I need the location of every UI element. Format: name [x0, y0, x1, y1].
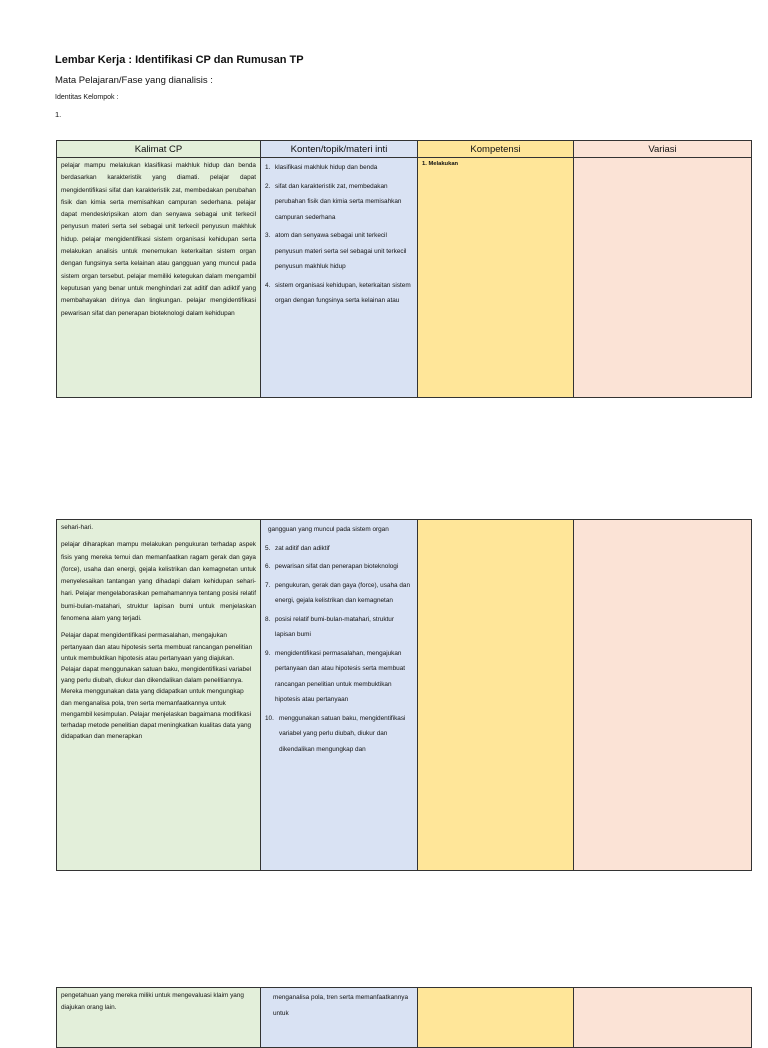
topic-item: 9. mengidentifikasi permasalahan, mengajukan pertanyaan dan atau hipotesis serta membuat rancangan penelitian untuk membuktikan hipotesis atau pertanyaan — [265, 649, 406, 703]
list-start: 1. — [55, 110, 62, 119]
topic-item: 10. menggunakan satuan baku, mengidentifikasi variabel yang perlu diubah, diukur dan dikendalikan mengungkap dan — [265, 714, 406, 753]
cp-table-page2 — [56, 519, 752, 871]
topic-item: 1. klasifikasi makhluk hidup dan benda — [265, 164, 378, 171]
header-konten: Konten/topik/materi inti — [261, 141, 418, 158]
topic-item: 5. zat aditif dan adiktif — [265, 544, 330, 552]
cp-text-cell: pengetahuan yang mereka miliki untuk mengevaluasi klaim yang diajukan orang lain. — [57, 988, 261, 1048]
cp-paragraph: pelajar diharapkan mampu melakukan pengukuran terhadap aspek fisis yang mereka temui dan memanfaatkan ragam gerak dan gaya (force), usaha dan energi, gejala kelistrikan dan kemagnetan untuk menyelesaikan tantangan yang dihadapi dalam kehidupan sehari-hari. Pelajar mengelaborasikan pemahamannya tentang posisi relatif bumi-bulan-matahari, struktur lapisan bumi untuk menjelaskan fenomena alam yang terjadi. — [61, 541, 256, 623]
header-variasi: Variasi — [574, 141, 752, 158]
cp-paragraph: sehari-hari. — [61, 524, 93, 531]
header-kalimat-cp: Kalimat CP — [57, 141, 261, 158]
variasi-cell — [574, 158, 752, 398]
topic-item: 6. pewarisan sifat dan penerapan bioteknologi — [265, 563, 399, 570]
cp-text-cell — [57, 520, 261, 871]
topic-item: 2. sifat dan karakteristik zat, membedakan perubahan fisik dan kimia serta memisahkan campuran sederhana — [265, 182, 402, 221]
group-label: Identitas Kelompok : — [55, 94, 119, 101]
topic-item: 4. sistem organisasi kehidupan, keterkaitan sistem organ dengan fungsinya serta kelainan atau — [265, 281, 411, 304]
subject-label: Mata Pelajaran/Fase yang dianalisis : — [55, 75, 213, 86]
kompetensi-cell — [418, 520, 574, 871]
cp-table-page3 — [56, 987, 752, 1048]
kompetensi-cell: 1. Melakukan — [418, 158, 574, 398]
kompetensi-cell — [418, 988, 574, 1048]
topic-cell — [261, 520, 418, 871]
topic-item: 3. atom dan senyawa sebagai unit terkecil penyusun materi serta sel sebagai unit terkecil penyusun makhluk hidup — [265, 232, 407, 270]
topic-item: menganalisa pola, tren serta memanfaatkannya untuk — [273, 994, 408, 1017]
variasi-cell — [574, 988, 752, 1048]
cp-table-page1 — [56, 140, 752, 398]
topic-item: gangguan yang muncul pada sistem organ — [268, 526, 389, 533]
cp-text-cell: pelajar mampu melakukan klasifikasi makhluk hidup dan benda berdasarkan karakteristik yang diamati. pelajar dapat mengidentifikasi sifat dan karakteristik zat, membedakan perubahan fisik dan kimia serta memisahkan campuran sederhana. pelajar dapat mendeskripsikan atom dan senyawa sebagai unit terkecil penyusun materi serta sel sebagai unit terkecil penyusun makhluk hidup. pelajar mengidentifikasi sistem organisasi kehidupan serta melakukan analisis untuk menemukan keterkaitan sistem organ dengan fungsinya serta kelainan atau gangguan yang muncul pada sistem organ tersebut. pelajar memiliki ketegukan dalam mengambil keputusan yang benar untuk menghindari zat aditif dan adiktif yang membahayakan dirinya dan lingkungan. pelajar mengidentifikasi pewarisan sifat dan penerapan bioteknologi dalam kehidupan — [57, 158, 261, 398]
worksheet-title: Lembar Kerja : Identifikasi CP dan Rumusan TP — [55, 54, 304, 66]
topic-item: 7. pengukuran, gerak dan gaya (force), usaha dan energi, gejala kelistrikan dan kemagnetan — [265, 581, 411, 604]
topic-cell — [261, 988, 418, 1048]
cp-paragraph: Pelajar dapat mengidentifikasi permasalahan, mengajukan pertanyaan dan atau hipotesis serta membuat rancangan penelitian untuk membuktikan hipotesis atau pertanyaan yang diajukan. Pelajar dapat menggunakan satuan baku, mengidentifikasi variabel yang perlu diubah, diukur dan dikendalikan dalam penelitiannya. Mereka menggunakan data yang didapatkan untuk mengungkap dan menganalisa pola, tren serta memanfaatkannya untuk mengambil kesimpulan. Pelajar menjelaskan bagaimana modifikasi terhadap metode penelitian dapat meningkatkan kualitas data yang didapatkan dan menerapkan — [61, 632, 253, 741]
topic-cell — [261, 158, 418, 398]
variasi-cell — [574, 520, 752, 871]
header-kompetensi: Kompetensi — [418, 141, 574, 158]
topic-item: 8. posisi relatif bumi-bulan-matahari, struktur lapisan bumi — [265, 615, 394, 638]
